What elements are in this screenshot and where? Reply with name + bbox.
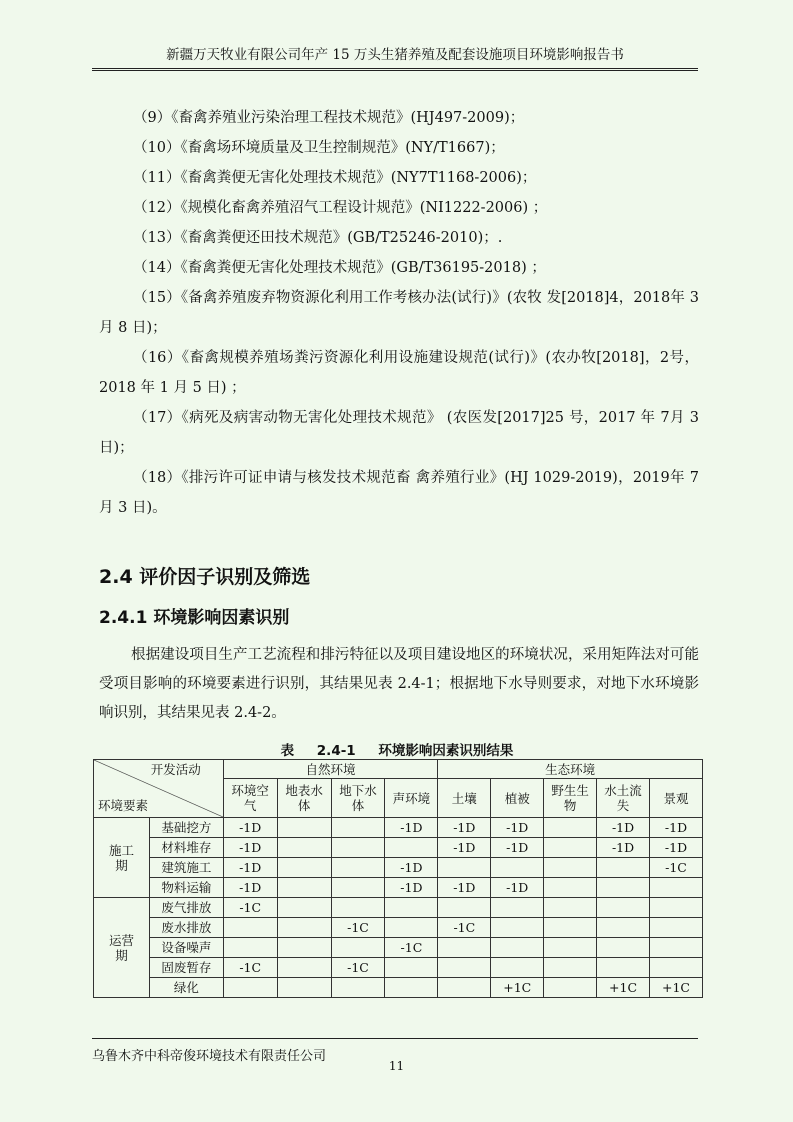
impact-cell <box>491 898 544 918</box>
reference-item: （9）《畜禽养殖业污染治理工程技术规范》(HJ497-2009)； <box>133 110 525 126</box>
impact-cell: -1D <box>491 838 544 858</box>
impact-cell <box>650 878 703 898</box>
impact-matrix-table <box>93 759 703 998</box>
table-row <box>94 818 703 838</box>
reference-item: （11）《畜禽粪便无害化处理技术规范》(NY7T1168-2006)； <box>133 170 537 186</box>
corner-bottom-label: 环境要素 <box>98 798 149 813</box>
impact-cell <box>438 938 491 958</box>
table-row <box>94 838 703 858</box>
impact-cell: -1D <box>438 818 491 838</box>
impact-cell <box>650 938 703 958</box>
impact-cell: -1D <box>491 878 544 898</box>
impact-cell: -1D <box>438 878 491 898</box>
column-header: 地下水体 <box>331 779 385 818</box>
impact-cell: -1D <box>650 818 703 838</box>
impact-cell <box>544 858 597 878</box>
impact-cell: -1C <box>223 958 277 978</box>
column-header: 声环境 <box>385 779 438 818</box>
column-header: 野生生物 <box>544 779 597 818</box>
impact-cell: +1C <box>650 978 703 998</box>
impact-cell <box>277 838 331 858</box>
phase-label-construction: 施工期 <box>94 818 150 898</box>
impact-cell <box>544 818 597 838</box>
reference-list <box>99 103 699 523</box>
activity-cell: 物料运输 <box>149 878 223 898</box>
page-footer: 乌鲁木齐中科帝俊环境技术有限责任公司 <box>92 1038 698 1064</box>
impact-cell <box>385 918 438 938</box>
impact-cell: -1D <box>223 878 277 898</box>
page-number: 11 <box>388 1059 405 1073</box>
subsection-title: 2.4.1 环境影响因素识别 <box>99 608 290 628</box>
column-header: 地表水体 <box>277 779 331 818</box>
reference-item: （14）《畜禽粪便无害化处理技术规范》(GB/T36195-2018) ； <box>133 260 546 276</box>
column-header: 景观 <box>650 779 703 818</box>
impact-cell <box>491 858 544 878</box>
impact-cell <box>544 938 597 958</box>
impact-cell <box>544 898 597 918</box>
reference-item: （12）《规模化畜禽养殖沼气工程设计规范》(NI1222-2006) ； <box>133 200 548 216</box>
reference-item: （17）《病死及病害动物无害化处理技术规范》 (农医发[2017]25 号，2017 年 7月 3 日)； <box>99 410 699 456</box>
impact-cell <box>438 858 491 878</box>
activity-cell: 废气排放 <box>149 898 223 918</box>
impact-cell <box>491 918 544 938</box>
table-row <box>94 878 703 898</box>
impact-cell: -1D <box>223 858 277 878</box>
impact-cell: -1C <box>331 958 385 978</box>
activity-cell: 建筑施工 <box>149 858 223 878</box>
impact-cell: -1C <box>331 918 385 938</box>
impact-cell <box>277 878 331 898</box>
impact-cell <box>277 898 331 918</box>
impact-cell: -1D <box>597 818 650 838</box>
impact-cell <box>544 838 597 858</box>
reference-item: （13）《畜禽粪便还田技术规范》(GB/T25246-2010)；. <box>133 230 503 246</box>
impact-cell <box>491 938 544 958</box>
impact-cell <box>544 878 597 898</box>
table-row <box>94 898 703 918</box>
impact-cell <box>277 818 331 838</box>
impact-cell <box>597 918 650 938</box>
group-header-ecology: 生态环境 <box>438 760 703 779</box>
impact-cell: -1D <box>491 818 544 838</box>
impact-cell <box>385 838 438 858</box>
impact-cell <box>597 858 650 878</box>
activity-cell: 固废暂存 <box>149 958 223 978</box>
impact-cell <box>650 898 703 918</box>
impact-cell: -1C <box>438 918 491 938</box>
impact-cell <box>544 918 597 938</box>
diagonal-header-cell <box>94 760 224 818</box>
group-header-natural: 自然环境 <box>223 760 438 779</box>
column-header: 土壤 <box>438 779 491 818</box>
impact-cell: -1C <box>223 898 277 918</box>
activity-cell: 材料堆存 <box>149 838 223 858</box>
impact-cell <box>650 918 703 938</box>
impact-cell <box>650 958 703 978</box>
column-header: 水土流失 <box>597 779 650 818</box>
activity-cell: 绿化 <box>149 978 223 998</box>
impact-cell <box>438 978 491 998</box>
table-row <box>94 978 703 998</box>
impact-cell <box>223 938 277 958</box>
corner-top-label: 开发活动 <box>150 762 201 777</box>
impact-cell <box>277 978 331 998</box>
impact-cell <box>438 958 491 978</box>
activity-cell: 基础挖方 <box>149 818 223 838</box>
impact-cell <box>331 818 385 838</box>
impact-cell <box>597 898 650 918</box>
impact-cell <box>277 958 331 978</box>
impact-cell: -1D <box>385 818 438 838</box>
impact-cell: +1C <box>491 978 544 998</box>
table-row <box>94 858 703 878</box>
body-paragraph: 根据建设项目生产工艺流程和排污特征以及项目建设地区的环境状况，采用矩阵法对可能受项目影响的环境要素进行识别，其结果见表 2.4-1；根据地下水导则要求，对地下水环境影响识别，其结果见表 2.4-2。 <box>99 647 699 721</box>
impact-cell <box>277 938 331 958</box>
impact-cell <box>331 878 385 898</box>
impact-cell <box>544 958 597 978</box>
impact-cell: -1D <box>650 838 703 858</box>
impact-cell <box>385 898 438 918</box>
impact-cell <box>223 918 277 938</box>
page-header: 新疆万天牧业有限公司年产 15 万头生猪养殖及配套设施项目环境影响报告书 <box>92 46 698 71</box>
section-title: 2.4 评价因子识别及筛选 <box>99 566 311 588</box>
impact-cell: -1C <box>385 938 438 958</box>
table-caption: 表 2.4-1 环境影响因素识别结果 <box>280 743 514 759</box>
impact-cell: -1D <box>385 878 438 898</box>
column-header: 环境空气 <box>223 779 277 818</box>
table-row <box>94 918 703 938</box>
impact-cell <box>544 978 597 998</box>
impact-cell: -1D <box>597 838 650 858</box>
reference-item: （15）《备禽养殖废弃物资源化利用工作考核办法(试行)》(农牧 发[2018]4，2018年 3 月 8 日)； <box>99 290 699 336</box>
impact-cell: -1D <box>438 838 491 858</box>
reference-item: （16）《畜禽规模养殖场粪污资源化利用设施建设规范(试行)》(农办牧[2018]，2号，2018 年 1 月 5 日) ； <box>99 350 699 396</box>
impact-cell <box>491 958 544 978</box>
impact-cell <box>597 878 650 898</box>
impact-cell <box>597 958 650 978</box>
impact-cell <box>331 978 385 998</box>
table-row <box>94 938 703 958</box>
impact-cell <box>223 978 277 998</box>
impact-cell: +1C <box>597 978 650 998</box>
impact-cell <box>385 978 438 998</box>
impact-cell <box>597 938 650 958</box>
table-row <box>94 958 703 978</box>
impact-cell <box>385 958 438 978</box>
impact-cell: -1D <box>223 818 277 838</box>
impact-cell <box>331 858 385 878</box>
impact-cell <box>331 838 385 858</box>
column-header: 植被 <box>491 779 544 818</box>
impact-cell <box>277 858 331 878</box>
impact-cell <box>277 918 331 938</box>
impact-cell: -1D <box>223 838 277 858</box>
impact-cell <box>331 938 385 958</box>
impact-cell <box>438 898 491 918</box>
phase-label-operation: 运营期 <box>94 898 150 998</box>
activity-cell: 废水排放 <box>149 918 223 938</box>
impact-cell <box>331 898 385 918</box>
reference-item: （18）《排污许可证申请与核发技术规范畜 禽养殖行业》(HJ 1029-2019)，2019年 7 月 3 日)。 <box>99 470 699 516</box>
impact-cell: -1D <box>385 858 438 878</box>
activity-cell: 设备噪声 <box>149 938 223 958</box>
impact-cell: -1C <box>650 858 703 878</box>
reference-item: （10）《畜禽场环境质量及卫生控制规范》(NY/T1667)； <box>133 140 505 156</box>
